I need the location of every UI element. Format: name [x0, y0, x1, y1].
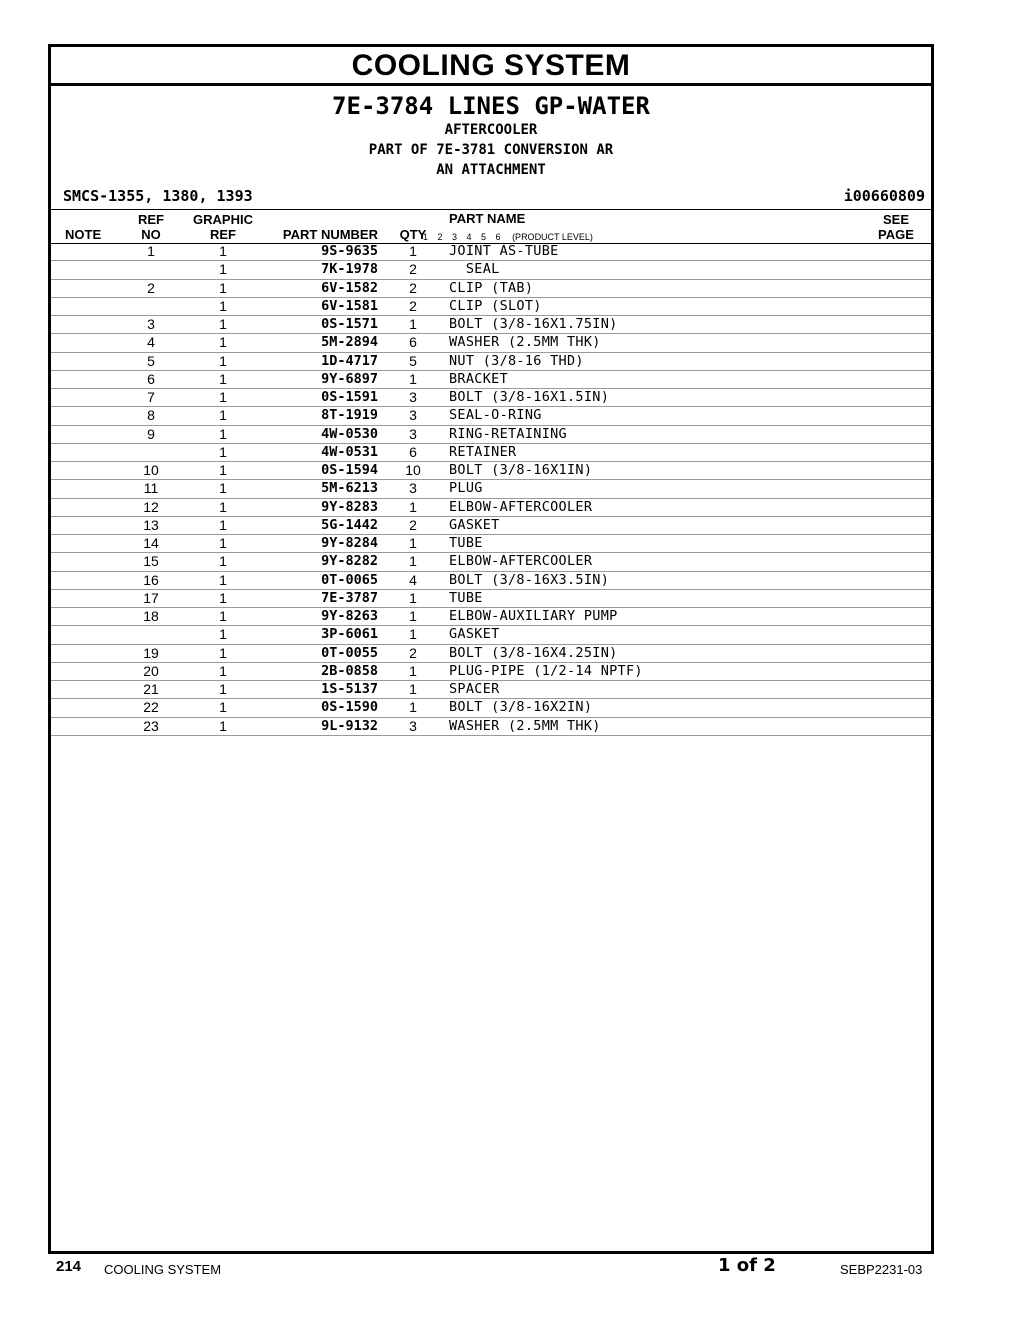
ref-no-cell: 12: [143, 498, 159, 515]
part-number-cell: 3P-6061: [321, 626, 378, 643]
part-name-cell: BOLT (3/8-16X2IN): [449, 699, 593, 716]
table-row: [51, 426, 931, 444]
table-row: [51, 535, 931, 553]
ref-no-cell: 13: [143, 516, 159, 533]
part-name-cell: CLIP (TAB): [449, 279, 534, 296]
parts-page-frame: [48, 44, 934, 1254]
table-row: [51, 407, 931, 425]
table-row: [51, 371, 931, 389]
part-name-cell: RETAINER: [449, 443, 517, 460]
part-name-cell: CLIP (SLOT): [449, 297, 542, 314]
qty-cell: 1: [409, 589, 417, 606]
level-numbers: 1 2 3 4 5 6: [423, 232, 501, 242]
part-name-cell: SPACER: [449, 681, 500, 697]
qty-cell: 2: [409, 644, 417, 661]
part-name-cell: PLUG: [449, 480, 483, 497]
part-name-cell: ELBOW-AUXILIARY PUMP: [449, 608, 618, 624]
subtitle-line-3: AN ATTACHMENT: [436, 162, 546, 178]
part-name-cell: GASKET: [449, 626, 500, 643]
part-number-cell: 5M-6213: [321, 480, 378, 497]
part-number-cell: 0S-1591: [321, 389, 378, 405]
table-row: [51, 389, 931, 407]
col-note: NOTE: [65, 227, 102, 242]
graphic-ref-cell: 1: [219, 261, 227, 278]
part-name-cell: ELBOW-AFTERCOOLER: [449, 498, 593, 515]
qty-cell: 3: [409, 480, 417, 497]
illustration-id: i00660809: [843, 187, 925, 205]
table-row: [51, 608, 931, 626]
graphic-ref-cell: 1: [219, 334, 227, 351]
graphic-ref-cell: 1: [219, 644, 227, 661]
part-name-cell: GASKET: [449, 516, 500, 533]
part-number-cell: 0S-1590: [321, 699, 378, 716]
ref-no-cell: 7: [147, 389, 155, 405]
graphic-ref-cell: 1: [219, 589, 227, 606]
part-name-cell: NUT (3/8-16 THD): [449, 352, 584, 369]
part-number-cell: 9Y-8284: [321, 535, 378, 551]
graphic-ref-cell: 1: [219, 425, 227, 442]
qty-cell: 3: [409, 407, 417, 424]
graphic-ref-cell: 1: [219, 389, 227, 405]
qty-cell: 6: [409, 334, 417, 351]
part-name-cell: RING-RETAINING: [449, 425, 567, 442]
table-row: [51, 699, 931, 717]
part-name-cell: SEAL: [449, 261, 500, 278]
part-number-cell: 6V-1581: [321, 297, 378, 314]
parts-list: [51, 243, 931, 736]
ref-no-cell: 22: [143, 699, 159, 716]
table-row: [51, 353, 931, 371]
qty-cell: 2: [409, 516, 417, 533]
graphic-ref-cell: 1: [219, 699, 227, 716]
part-name-cell: SEAL-O-RING: [449, 407, 542, 424]
ref-no-cell: 21: [143, 681, 159, 697]
part-number-cell: 8T-1919: [321, 407, 378, 424]
graphic-ref-cell: 1: [219, 553, 227, 570]
qty-cell: 1: [409, 535, 417, 551]
part-number-cell: 0S-1571: [321, 316, 378, 332]
ref-no-cell: 5: [147, 352, 155, 369]
ref-no-cell: 14: [143, 535, 159, 551]
table-row: [51, 316, 931, 334]
qty-cell: 1: [409, 681, 417, 697]
graphic-ref-cell: 1: [219, 498, 227, 515]
section-title: COOLING SYSTEM: [51, 47, 931, 86]
qty-cell: 2: [409, 261, 417, 278]
product-level-label: (PRODUCT LEVEL): [512, 232, 593, 242]
qty-cell: 4: [409, 571, 417, 588]
qty-cell: 1: [409, 370, 417, 387]
ref-no-cell: 8: [147, 407, 155, 424]
table-row: [51, 626, 931, 644]
col-qty: QTY: [399, 227, 427, 242]
table-row: [51, 480, 931, 498]
table-row: [51, 553, 931, 571]
ref-no-cell: 1: [147, 243, 155, 259]
part-number-cell: 4W-0530: [321, 425, 378, 442]
qty-cell: 1: [409, 498, 417, 515]
col-ref-no-bottom: NO: [141, 227, 161, 242]
graphic-ref-cell: 1: [219, 535, 227, 551]
graphic-ref-cell: 1: [219, 297, 227, 314]
part-number-cell: 7E-3787: [321, 589, 378, 606]
part-number-cell: 9Y-8282: [321, 553, 378, 570]
part-name-cell: BOLT (3/8-16X1.75IN): [449, 316, 618, 332]
ref-no-cell: 18: [143, 608, 159, 624]
product-levels: [423, 232, 593, 242]
graphic-ref-cell: 1: [219, 681, 227, 697]
subtitle-line-1: AFTERCOOLER: [444, 122, 538, 138]
graphic-ref-cell: 1: [219, 443, 227, 460]
graphic-ref-cell: 1: [219, 352, 227, 369]
part-name-cell: PLUG-PIPE (1/2-14 NPTF): [449, 662, 643, 679]
graphic-ref-cell: 1: [219, 717, 227, 734]
part-number-cell: 0T-0055: [321, 644, 378, 661]
part-number-cell: 2B-0858: [321, 662, 378, 679]
publication-number: SEBP2231-03: [840, 1262, 923, 1277]
page-of: 1 of 2: [718, 1255, 776, 1276]
qty-cell: 1: [409, 553, 417, 570]
qty-cell: 3: [409, 717, 417, 734]
qty-cell: 5: [409, 352, 417, 369]
footer-section: COOLING SYSTEM: [104, 1262, 222, 1277]
part-number-cell: 9Y-8283: [321, 498, 378, 515]
col-see-page-top: SEE: [882, 212, 909, 227]
part-number-cell: 1S-5137: [321, 681, 378, 697]
part-number-cell: 5M-2894: [321, 334, 378, 351]
part-number-cell: 6V-1582: [321, 279, 378, 296]
graphic-ref-cell: 1: [219, 279, 227, 296]
part-name-cell: TUBE: [449, 589, 483, 606]
part-name-cell: BOLT (3/8-16X1.5IN): [449, 389, 610, 405]
qty-cell: 1: [409, 662, 417, 679]
part-number-cell: 9Y-6897: [321, 370, 378, 387]
ref-no-cell: 6: [147, 370, 155, 387]
table-row: [51, 298, 931, 316]
qty-cell: 6: [409, 443, 417, 460]
header-rule-top: [51, 209, 931, 210]
table-row: [51, 499, 931, 517]
table-row: [51, 261, 931, 279]
part-name-cell: BOLT (3/8-16X3.5IN): [449, 571, 610, 588]
qty-cell: 1: [409, 626, 417, 643]
part-number-cell: 9S-9635: [321, 243, 378, 259]
qty-cell: 1: [409, 316, 417, 332]
table-row: [51, 243, 931, 261]
page-number: 214: [56, 1258, 82, 1275]
table-row: [51, 590, 931, 608]
graphic-ref-cell: 1: [219, 243, 227, 259]
part-number-cell: 1D-4717: [321, 352, 378, 369]
part-name-cell: BRACKET: [449, 370, 508, 387]
table-row: [51, 645, 931, 663]
graphic-ref-cell: 1: [219, 407, 227, 424]
ref-no-cell: 15: [143, 553, 159, 570]
part-name-cell: ELBOW-AFTERCOOLER: [449, 553, 593, 570]
part-number-cell: 4W-0531: [321, 443, 378, 460]
ref-no-cell: 16: [143, 571, 159, 588]
graphic-ref-cell: 1: [219, 516, 227, 533]
ref-no-cell: 23: [143, 717, 159, 734]
table-row: [51, 334, 931, 352]
graphic-ref-cell: 1: [219, 462, 227, 478]
part-name-cell: JOINT AS-TUBE: [449, 243, 559, 259]
ref-no-cell: 19: [143, 644, 159, 661]
ref-no-cell: 2: [147, 279, 155, 296]
col-graphic-ref-bottom: REF: [210, 227, 236, 242]
table-row: [51, 462, 931, 480]
ref-no-cell: 11: [143, 480, 159, 497]
col-graphic-ref-top: GRAPHIC: [193, 212, 253, 227]
subtitle-line-2: PART OF 7E-3781 CONVERSION AR: [368, 142, 614, 158]
part-number-cell: 9L-9132: [321, 717, 378, 734]
part-number-cell: 7K-1978: [321, 261, 378, 278]
qty-cell: 1: [409, 699, 417, 716]
part-name-cell: WASHER (2.5MM THK): [449, 334, 601, 351]
ref-no-cell: 4: [147, 334, 155, 351]
ref-no-cell: 20: [143, 662, 159, 679]
table-row: [51, 517, 931, 535]
ref-no-cell: 9: [147, 425, 155, 442]
smcs-codes: SMCS-1355, 1380, 1393: [63, 187, 253, 205]
graphic-ref-cell: 1: [219, 626, 227, 643]
col-see-page-bottom: PAGE: [878, 227, 914, 242]
graphic-ref-cell: 1: [219, 662, 227, 679]
qty-cell: 2: [409, 297, 417, 314]
part-number-cell: 0S-1594: [321, 462, 378, 478]
ref-no-cell: 17: [143, 589, 159, 606]
part-number-cell: 5G-1442: [321, 516, 378, 533]
graphic-ref-cell: 1: [219, 571, 227, 588]
part-number-cell: 9Y-8263: [321, 608, 378, 624]
qty-cell: 10: [405, 462, 421, 478]
col-part-name: PART NAME: [449, 211, 526, 226]
part-name-cell: BOLT (3/8-16X1IN): [449, 462, 593, 478]
table-row: [51, 681, 931, 699]
qty-cell: 3: [409, 425, 417, 442]
qty-cell: 1: [409, 243, 417, 259]
col-part-number: PART NUMBER: [282, 227, 378, 242]
table-row: [51, 718, 931, 736]
part-name-cell: WASHER (2.5MM THK): [449, 717, 601, 734]
table-row: [51, 572, 931, 590]
qty-cell: 2: [409, 279, 417, 296]
qty-cell: 1: [409, 608, 417, 624]
table-row: [51, 444, 931, 462]
ref-no-cell: 3: [147, 316, 155, 332]
group-title: 7E-3784 LINES GP-WATER: [332, 92, 650, 120]
graphic-ref-cell: 1: [219, 480, 227, 497]
table-row: [51, 280, 931, 298]
part-name-cell: BOLT (3/8-16X4.25IN): [449, 644, 618, 661]
qty-cell: 3: [409, 389, 417, 405]
table-row: [51, 663, 931, 681]
graphic-ref-cell: 1: [219, 316, 227, 332]
graphic-ref-cell: 1: [219, 370, 227, 387]
part-number-cell: 0T-0065: [321, 571, 378, 588]
graphic-ref-cell: 1: [219, 608, 227, 624]
ref-no-cell: 10: [143, 462, 159, 478]
part-name-cell: TUBE: [449, 535, 483, 551]
col-ref-no-top: REF: [138, 212, 164, 227]
